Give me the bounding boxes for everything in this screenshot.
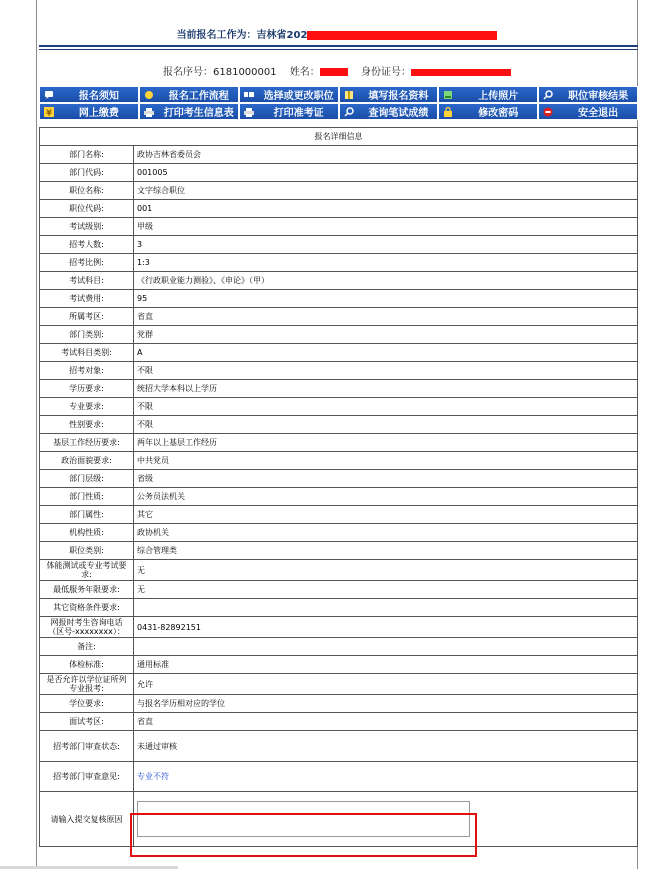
id-label: 身份证号： — [361, 67, 411, 78]
detail-row-value — [134, 638, 638, 656]
nav-payment-button[interactable]: ¥ 网上缴费 — [39, 103, 139, 120]
detail-row-label: 招考对象: — [40, 362, 134, 380]
detail-row-value: 001 — [134, 200, 638, 218]
detail-row-value: A — [134, 344, 638, 362]
detail-row-label: 招考人数: — [40, 236, 134, 254]
reason-textarea[interactable] — [137, 801, 470, 837]
current-job-title — [37, 26, 637, 41]
detail-row — [40, 488, 638, 506]
detail-row-value: 统招大学本科以上学历 — [134, 380, 638, 398]
detail-row-label: 体能测试或专业考试要求: — [40, 560, 134, 581]
redacted-job-name — [307, 31, 497, 40]
reason-cell — [134, 792, 638, 847]
detail-row-value: 省级 — [134, 470, 638, 488]
detail-row-value: 无 — [134, 560, 638, 581]
detail-row — [40, 236, 638, 254]
reason-label: 请输入提交复核原因 — [40, 792, 134, 847]
detail-row-value: 95 — [134, 290, 638, 308]
detail-row-label: 性别要求: — [40, 416, 134, 434]
nav-logout-button[interactable]: 安全退出 — [538, 103, 638, 120]
detail-row-value: 不限 — [134, 398, 638, 416]
detail-row — [40, 470, 638, 488]
detail-row-label: 机构性质: — [40, 524, 134, 542]
yen-icon — [44, 107, 54, 117]
serial-value: 6181000001 — [213, 67, 277, 78]
exit-icon — [543, 107, 553, 117]
detail-row-value: 3 — [134, 236, 638, 254]
detail-row-value: 公务员法机关 — [134, 488, 638, 506]
detail-row — [40, 272, 638, 290]
notice-icon — [44, 90, 54, 100]
applicant-info-line — [37, 63, 637, 78]
review-opinion-label: 招考部门审查意见: — [40, 762, 134, 792]
detail-heading: 报名详细信息 — [40, 128, 638, 146]
header-rule — [39, 45, 638, 47]
detail-row — [40, 599, 638, 617]
reason-row — [40, 792, 638, 847]
page-left-border — [36, 0, 37, 869]
svg-text:¥: ¥ — [46, 108, 52, 117]
detail-row-label: 部门代码: — [40, 164, 134, 182]
detail-row-value: 甲级 — [134, 218, 638, 236]
detail-row-value: 001005 — [134, 164, 638, 182]
nav-query-score-button[interactable]: 查询笔试成绩 — [339, 103, 439, 120]
main-nav — [39, 86, 638, 120]
detail-row-value: 省直 — [134, 713, 638, 731]
detail-row — [40, 398, 638, 416]
detail-row-label: 考试科目类别: — [40, 344, 134, 362]
detail-row-value: 综合管理类 — [134, 542, 638, 560]
review-opinion-row — [40, 762, 638, 792]
lock-icon — [443, 107, 453, 117]
redacted-name — [320, 68, 348, 76]
nav-review-result-button[interactable]: 职位审核结果 — [538, 86, 638, 103]
detail-row-value: 党群 — [134, 326, 638, 344]
detail-row-value: 不限 — [134, 362, 638, 380]
detail-row — [40, 254, 638, 272]
detail-row — [40, 164, 638, 182]
review-status-row — [40, 731, 638, 762]
list-icon — [244, 90, 254, 100]
detail-row-label: 最低服务年限要求: — [40, 581, 134, 599]
detail-row-value: 通用标准 — [134, 656, 638, 674]
detail-row-label: 学位要求: — [40, 695, 134, 713]
current-job-label: 当前报名工作为：吉林省202 — [176, 30, 308, 41]
review-opinion-value: 专业不符 — [137, 772, 169, 781]
detail-row — [40, 200, 638, 218]
detail-row-value: 1:3 — [134, 254, 638, 272]
detail-row — [40, 416, 638, 434]
detail-row-label: 备注: — [40, 638, 134, 656]
nav-notice-button[interactable]: 报名须知 — [39, 86, 139, 103]
detail-row-label: 部门类别: — [40, 326, 134, 344]
nav-change-password-button[interactable]: 修改密码 — [438, 103, 538, 120]
serial-label: 报名序号： — [163, 67, 213, 78]
detail-row-value: 允许 — [134, 674, 638, 695]
nav-upload-photo-button[interactable]: 上传照片 — [438, 86, 538, 103]
detail-row-label: 政治面貌要求: — [40, 452, 134, 470]
detail-row-value: 其它 — [134, 506, 638, 524]
name-label: 姓名： — [289, 67, 320, 78]
flow-icon — [144, 90, 154, 100]
detail-row-value: 省直 — [134, 308, 638, 326]
detail-row — [40, 434, 638, 452]
upload-icon — [443, 90, 453, 100]
detail-row — [40, 326, 638, 344]
detail-row-label: 体检标准: — [40, 656, 134, 674]
detail-row — [40, 362, 638, 380]
detail-row-value: 文字综合职位 — [134, 182, 638, 200]
nav-print-admission-button[interactable]: 打印准考证 — [239, 103, 339, 120]
detail-row — [40, 506, 638, 524]
book-icon — [344, 90, 354, 100]
detail-row-label: 所属考区: — [40, 308, 134, 326]
detail-row-value: 政协机关 — [134, 524, 638, 542]
detail-row-label: 职位类别: — [40, 542, 134, 560]
detail-row — [40, 617, 638, 638]
detail-row-label: 考试级别: — [40, 218, 134, 236]
detail-row-label: 考试费用: — [40, 290, 134, 308]
detail-row — [40, 560, 638, 581]
detail-row-label: 其它资格条件要求: — [40, 599, 134, 617]
detail-row — [40, 656, 638, 674]
detail-row — [40, 380, 638, 398]
nav-select-position-button[interactable]: 选择或更改职位 — [239, 86, 339, 103]
redacted-id — [411, 69, 511, 76]
detail-row-label: 专业要求: — [40, 398, 134, 416]
detail-row — [40, 524, 638, 542]
review-status-value: 未通过审核 — [134, 731, 638, 762]
detail-row-value: 中共党员 — [134, 452, 638, 470]
nav-flow-button[interactable]: 报名工作流程 — [139, 86, 239, 103]
detail-row-value: 无 — [134, 581, 638, 599]
detail-row — [40, 290, 638, 308]
detail-row-label: 考试科目: — [40, 272, 134, 290]
detail-row-value — [134, 599, 638, 617]
detail-row — [40, 713, 638, 731]
detail-row-value: 《行政职业能力测验》、《申论》（甲） — [134, 272, 638, 290]
detail-row — [40, 308, 638, 326]
detail-row — [40, 542, 638, 560]
detail-row-label: 招考比例: — [40, 254, 134, 272]
detail-row — [40, 182, 638, 200]
detail-row-label: 学历要求: — [40, 380, 134, 398]
detail-row — [40, 344, 638, 362]
header-rule-thin — [39, 49, 638, 50]
detail-row-value: 不限 — [134, 416, 638, 434]
detail-row — [40, 452, 638, 470]
detail-row — [40, 674, 638, 695]
detail-row-value: 政协吉林省委员会 — [134, 146, 638, 164]
detail-row-label: 部门名称: — [40, 146, 134, 164]
printer-icon — [244, 107, 254, 117]
review-status-label: 招考部门审查状态: — [40, 731, 134, 762]
detail-row-label: 网报时考生咨询电话（区号-xxxxxxxx）： — [40, 617, 134, 638]
detail-row-value: 与报名学历相对应的学位 — [134, 695, 638, 713]
detail-row-label: 部门层级: — [40, 470, 134, 488]
detail-row-label: 部门属性: — [40, 506, 134, 524]
nav-fill-info-button[interactable]: 填写报名资料 — [339, 86, 439, 103]
detail-row-value: 0431-82892151 — [134, 617, 638, 638]
detail-heading-row — [40, 128, 638, 146]
detail-row — [40, 218, 638, 236]
registration-detail-table — [39, 127, 638, 847]
detail-row — [40, 638, 638, 656]
detail-row-label: 基层工作经历要求: — [40, 434, 134, 452]
detail-row-label: 面试考区: — [40, 713, 134, 731]
search-icon — [344, 107, 354, 117]
detail-row — [40, 581, 638, 599]
detail-row-label: 职位名称: — [40, 182, 134, 200]
printer-icon — [144, 107, 154, 117]
detail-row-value: 两年以上基层工作经历 — [134, 434, 638, 452]
search-icon — [543, 90, 553, 100]
detail-row — [40, 146, 638, 164]
nav-print-info-button[interactable]: 打印考生信息表 — [139, 103, 239, 120]
detail-row-label: 部门性质: — [40, 488, 134, 506]
detail-row — [40, 695, 638, 713]
detail-row-label: 是否允许以学位证所列专业报考: — [40, 674, 134, 695]
detail-row-label: 职位代码: — [40, 200, 134, 218]
review-opinion-cell — [134, 762, 638, 792]
